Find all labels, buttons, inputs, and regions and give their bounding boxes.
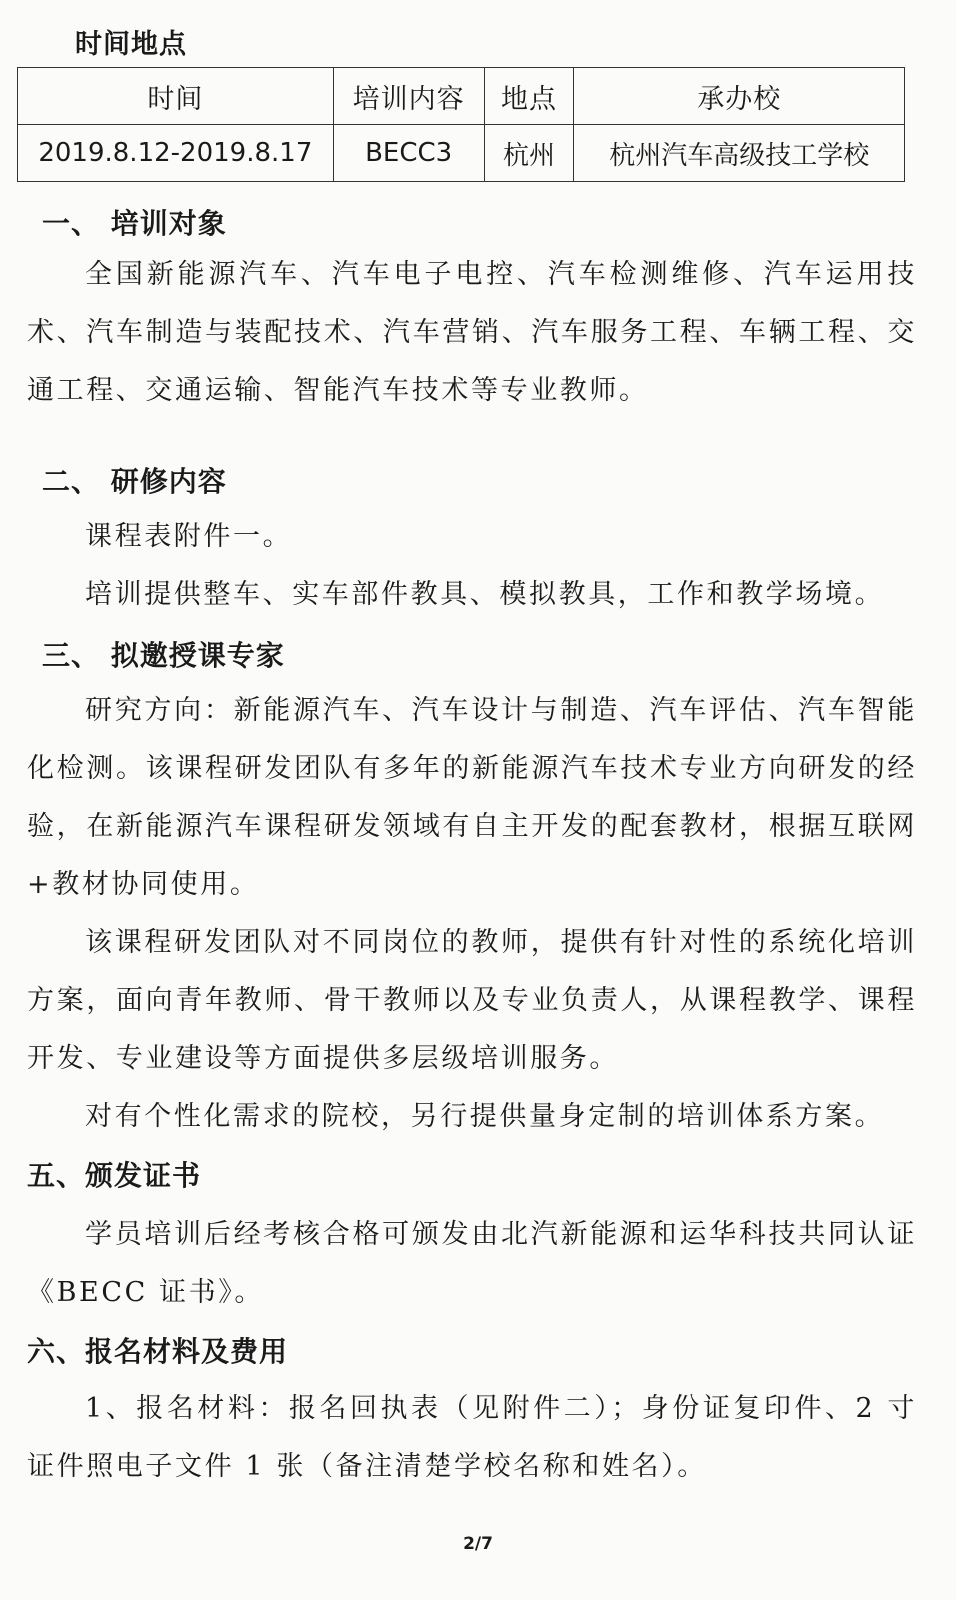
page-number: 2/7 [463,1534,493,1554]
section-3-paragraph-2: 该课程研发团队对不同岗位的教师，提供有针对性的系统化培训方案，面向青年教师、骨干教师以及专业负责人，从课程教学、课程开发、专业建设等方面提供多层级培训服务。 [27,927,917,1074]
table-header-cell: 培训内容 [333,68,484,125]
section-3-paragraph-3: 对有个性化需求的院校，另行提供量身定制的培训体系方案。 [85,1101,885,1132]
section-3-paragraph-1: 研究方向：新能源汽车、汽车设计与制造、汽车评估、汽车智能化检测。该课程研发团队有多年的新能源汽车技术专业方向研发的经验，在新能源汽车课程研发领域有自主开发的配套教材，根据互联网+教材协同使用。 [27,695,917,900]
section-heading-3: 三、 拟邀授课专家 [42,639,285,672]
section-5-paragraph: 学员培训后经考核合格可颁发由北汽新能源和运华科技共同认证《BECC 证书》。 [27,1219,917,1308]
schedule-table [17,67,905,182]
table-cell-content: BECC3 [333,125,484,182]
table-header-cell: 地点 [484,68,574,125]
table-cell-location: 杭州 [484,125,574,182]
section-1-paragraph: 全国新能源汽车、汽车电子电控、汽车检测维修、汽车运用技术、汽车制造与装配技术、汽车营销、汽车服务工程、车辆工程、交通工程、交通运输、智能汽车技术等专业教师。 [27,259,917,406]
table-row [18,125,905,182]
section-2-paragraph-1: 课程表附件一。 [85,521,293,552]
table-cell-school: 杭州汽车高级技工学校 [574,125,905,182]
table-header-row [18,68,905,125]
section-heading-5: 五、颁发证书 [27,1159,202,1192]
time-location-heading: 时间地点 [75,29,187,60]
section-heading-6: 六、报名材料及费用 [27,1335,289,1368]
table-header-cell: 时间 [18,68,334,125]
table-cell-date: 2019.8.12-2019.8.17 [18,125,334,182]
section-heading-2: 二、 研修内容 [42,465,227,498]
table-header-cell: 承办校 [574,68,905,125]
section-6-paragraph: 1、报名材料：报名回执表（见附件二）；身份证复印件、2 寸证件照电子文件 1 张（备注清楚学校名称和姓名）。 [27,1393,917,1482]
section-2-paragraph-2: 培训提供整车、实车部件教具、模拟教具，工作和教学场境。 [85,579,885,610]
section-heading-1: 一、 培训对象 [42,207,227,240]
